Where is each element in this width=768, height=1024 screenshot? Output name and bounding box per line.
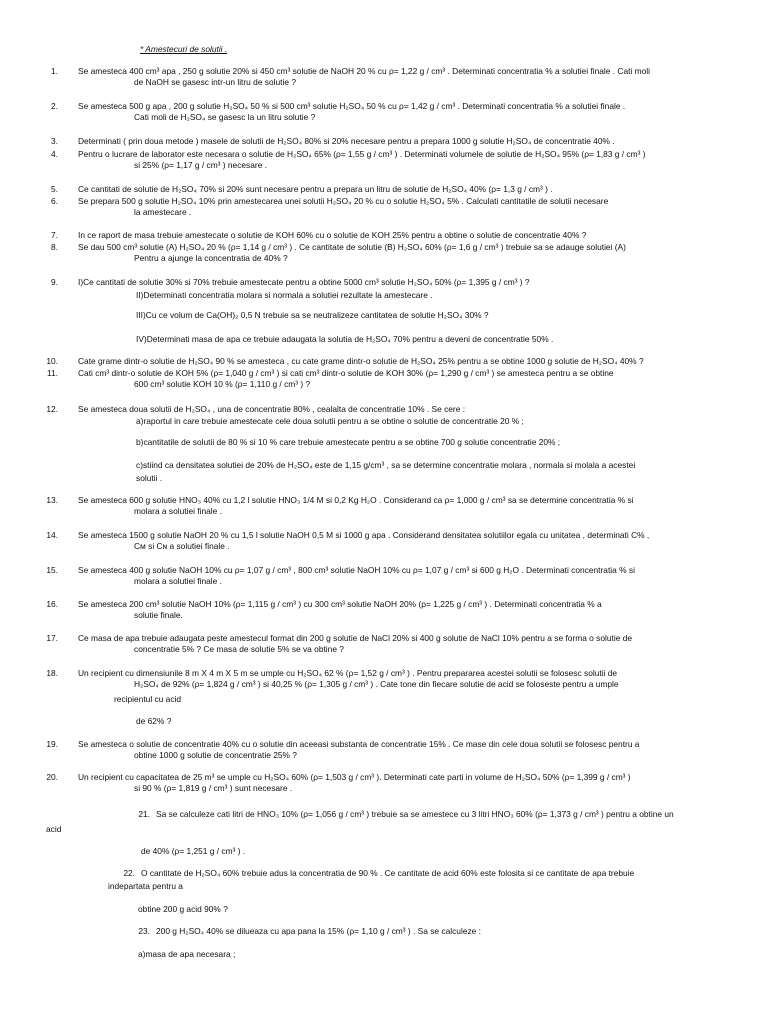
item-number: 4.	[51, 149, 58, 159]
item-text	[78, 136, 728, 147]
item-text	[78, 149, 728, 171]
item-line: molara a solutiei finale .	[134, 575, 222, 586]
item-subquestion: solutii .	[136, 473, 163, 483]
item-line: Cati cm³ dintr-o solutie de KOH 5% (ρ= 1,040 g / cm³ ) si cati cm³ dintr-o solutie de KOH 30% (ρ= 1,290 g / cm³ ) se amesteca pentru a se obtine	[78, 368, 614, 378]
item-text	[78, 101, 728, 123]
item-number: 6.	[51, 196, 58, 206]
item-line: Sa se calculeze cati litri de HNO₃ 10% (ρ= 1,056 g / cm³ ) trebuie sa se amestece cu 3 litri HNO₃ 60% (ρ= 1,373 g / cm³ ) pentru a obtine un	[156, 809, 674, 819]
item-line: Cм si Cɴ a solutiei finale .	[134, 540, 230, 551]
item-text	[78, 66, 728, 88]
item-text	[156, 926, 728, 937]
item-line: Cati moli de H₂SO₄ se gasesc la un litru solutie ?	[134, 111, 316, 122]
item-subquestion: II)Determinati concentratia molara si normala a solutiei rezultate la amestecare .	[136, 290, 433, 300]
item-subquestion: a)raportul in care trebuie amestecate cele doua solutii pentru a se obtine o solutie de concentratie 20 % ;	[136, 416, 524, 426]
item-continuation: obtine 200 g acid 90% ?	[138, 904, 228, 914]
item-text	[78, 565, 728, 587]
item-number: 12.	[46, 404, 58, 414]
item-text	[78, 356, 728, 367]
item-text	[78, 530, 728, 552]
item-line: Se amesteca 600 g solutie HNO₃ 40% cu 1,2 l solutie HNO₃ 1/4 M si 0,2 Kg H₂O . Considerand ca ρ= 1,000 g / cm³ sa se determine concentratia % si	[78, 495, 634, 505]
item-line: Se amesteca 200 cm³ solutie NaOH 10% (ρ= 1,115 g / cm³ ) cu 300 cm³ solutie NaOH 20% (ρ= 1,225 g / cm³ ) . Determinati concentratia % a	[78, 599, 602, 609]
item-line: 200 g H₂SO₄ 40% se dilueaza cu apa pana la 15% (ρ= 1,10 g / cm³ ) . Sa se calculeze :	[156, 926, 481, 936]
item-line: Ce cantitati de solutie de H₂SO₄ 70% si 20% sunt necesare pentru a prepara un litru de solutie de H₂SO₄ 40% (ρ= 1,3 g / cm³ ) .	[78, 184, 553, 194]
item-number: 8.	[51, 242, 58, 252]
item-line: Se amesteca 400 g solutie NaOH 10% cu ρ= 1,07 g / cm³ , 800 cm³ solutie NaOH 10% cu ρ= 1,07 g / cm³ si 600 g H₂O . Determinati concentratia % si	[78, 565, 635, 575]
item-line: Se amesteca 400 cm³ apa , 250 g solutie 20% si 450 cm³ solutie de NaOH 20 % cu ρ= 1,22 g / cm³ . Determinati concentratia % a solutiei finale . Cati moli	[78, 66, 650, 76]
item-number: 19.	[46, 739, 58, 749]
item-continuation: recipientul cu acid	[114, 694, 182, 704]
item-line: Un recipient cu dimensiunile 8 m X 4 m X 5 m se umple cu H₂SO₄ 62 % (ρ= 1,52 g / cm³ ) . Pentru prepararea acestei solutii se folosesc solutii de	[78, 668, 618, 678]
item-line: I)Ce cantitati de solutie 30% si 70% trebuie amestecate pentru a obtine 5000 cm³ solutie H₂SO₄ 50% (ρ= 1,395 g / cm³ ) ?	[78, 277, 530, 287]
item-text	[78, 196, 728, 218]
item-text	[78, 772, 728, 794]
item-number: 23.	[138, 926, 150, 936]
item-number: 3.	[51, 136, 58, 146]
item-line: Se prepara 500 g solutie H₂SO₄ 10% prin amestecarea unei solutii H₂SO₄ 20 % cu o solutie H₂SO₄ 5% . Calculati cantitatile de solutii necesare	[78, 196, 609, 206]
item-line: de NaOH se gasesc intr-un litru de solutie ?	[134, 76, 296, 87]
item-number: 22.	[123, 868, 135, 878]
item-line: molara a solutiei finale .	[134, 505, 222, 516]
item-number: 10.	[46, 356, 58, 366]
item-subquestion: b)cantitatile de solutii de 80 % si 10 % care trebuie amestecate pentru a se obtine 700 g solutie concentratie 20% ;	[136, 437, 561, 447]
item-number: 21.	[138, 809, 150, 819]
item-line: H₂SO₄ de 92% (ρ= 1,824 g / cm³ ) si 40,25 % (ρ= 1,305 g / cm³ ) . Cate tone din fiecare solutie de acid se foloseste pentru a umple	[134, 678, 619, 689]
item-line: Pentru o lucrare de laborator este necesara o solutie de H₂SO₄ 65% (ρ= 1,55 g / cm³ ) . Determinati volumele de solutie de H₂SO₄ 95% (ρ= 1,83 g / cm³ )	[78, 149, 646, 159]
item-subquestion: IV)Determinati masa de apa ce trebuie adaugata la solutia de H₂SO₄ 70% pentru a deveni de concentratie 50% .	[136, 334, 554, 344]
item-text	[78, 184, 728, 195]
item-subquestion: c)stiind ca densitatea solutiei de 20% de H₂SO₄ este de 1,15 g/cm³ , sa se determine concentratie molara , normala si molala a acestei	[136, 460, 636, 470]
item-line: obtine 1000 g solutie de concentratie 25% ?	[134, 749, 297, 760]
item-line: O cantitate de H₂SO₄ 60% trebuie adus la concentratia de 90 % . Ce cantitate de acid 60% este folosita si ce cantitate de apa trebuie	[141, 868, 635, 878]
item-number: 15.	[46, 565, 58, 575]
item-subquestion: III)Cu ce volum de Ca(OH)₂ 0,5 N trebuie sa se neutralizeze cantitatea de solutie H₂SO₄ 30% ?	[136, 310, 489, 320]
item-text	[78, 495, 728, 517]
item-line: Pentru a ajunge la concentratia de 40% ?	[134, 252, 288, 263]
item-number: 2.	[51, 101, 58, 111]
item-number: 11.	[46, 368, 58, 378]
item-continuation: de 40% (ρ= 1,251 g / cm³ ) .	[141, 846, 246, 856]
item-number: 5.	[51, 184, 58, 194]
item-text	[78, 739, 728, 761]
item-text	[78, 368, 728, 390]
item-line: Se amesteca doua solutii de H₂SO₄ , una de concentratie 80% , cealalta de concentratie 10% . Se cere :	[78, 404, 466, 414]
item-line: Un recipient cu capacitatea de 25 m³ se umple cu H₂SO₄ 60% (ρ= 1,503 g / cm³ ). Determinati cate parti in volume de H₂SO₄ 50% (ρ= 1,399 g / cm³ )	[78, 772, 631, 782]
item-line: Se amesteca 500 g apa , 200 g solutie H₂SO₄ 50 % si 500 cm³ solutie H₂SO₄ 50 % cu ρ= 1,42 g / cm³ . Determinati concentratia % a solutiei finale .	[78, 101, 626, 111]
item-line: Ce masa de apa trebuie adaugata peste amestecul format din 200 g solutie de NaCl 20% si 400 g solutie de NaCl 10% pentru a se forma o solutie de	[78, 633, 633, 643]
item-number: 16.	[46, 599, 58, 609]
item-line: si 90 % (ρ= 1,819 g / cm³ ) sunt necesare .	[134, 782, 293, 793]
item-line: Se amesteca o solutie de concentratie 40% cu o solutie din aceeasi substanta de concentratie 15% . Ce mase din cele doua solutii se folosesc pentru a	[78, 739, 640, 749]
item-number: 18.	[46, 668, 58, 678]
page-title: * Amestecuri de solutii .	[140, 44, 228, 54]
item-line: concentratie 5% ? Ce masa de solutie 5% se va obtine ?	[134, 643, 344, 654]
item-number: 20.	[46, 772, 58, 782]
item-continuation: de 62% ?	[136, 716, 172, 726]
item-text	[78, 277, 728, 288]
item-line: si 25% (ρ= 1,17 g / cm³ ) necesare .	[134, 159, 268, 170]
item-line: solutie finale.	[134, 609, 183, 620]
item-text	[78, 404, 728, 415]
item-continuation: acid	[46, 824, 62, 834]
item-line: 600 cm³ solutie KOH 10 % (ρ= 1,110 g / cm³ ) ?	[134, 378, 311, 389]
item-line: Se dau 500 cm³ solutie (A) H₂SO₄ 20 % (ρ= 1,14 g / cm³ ) . Ce cantitate de solutie (B) H₂SO₄ 60% (ρ= 1,6 g / cm³ ) trebuie sa se adauge solutiei (A)	[78, 242, 626, 252]
item-line: Determinati ( prin doua metode ) masele de solutii de H₂SO₄ 80% si 20% necesare pentru a prepara 1000 g solutie H₂SO₄ de concentratie 40% .	[78, 136, 615, 146]
item-text	[156, 809, 728, 820]
item-text	[141, 868, 728, 879]
item-continuation: indepartata pentru a	[108, 881, 183, 891]
item-line: la amestecare .	[134, 206, 192, 217]
item-number: 17.	[46, 633, 58, 643]
item-number: 7.	[51, 230, 58, 240]
item-text	[78, 633, 728, 655]
item-number: 13.	[46, 495, 58, 505]
item-line: Se amesteca 1500 g solutie NaOH 20 % cu 1,5 l solutie NaOH 0,5 M si 1000 g apa . Considerand densitatea solutiilor egala cu unitatea , determinati C% ,	[78, 530, 650, 540]
item-text	[78, 599, 728, 621]
item-text	[78, 230, 728, 241]
item-subquestion: a)masa de apa necesara ;	[138, 949, 236, 959]
item-number: 1.	[51, 66, 58, 76]
item-line: Cate grame dintr-o solutie de H₂SO₄ 90 % se amesteca , cu cate grame dintr-o solutie de H₂SO₄ 25% pentru a se obtine 1000 g solutie de H₂SO₄ 40% ?	[78, 356, 644, 366]
item-line: In ce raport de masa trebuie amestecate o solutie de KOH 60% cu o solutie de KOH 25% pentru a obtine o solutie de concentratie 40% ?	[78, 230, 587, 240]
item-text	[78, 242, 728, 264]
item-number: 14.	[46, 530, 58, 540]
item-text	[78, 668, 728, 690]
item-number: 9.	[51, 277, 58, 287]
